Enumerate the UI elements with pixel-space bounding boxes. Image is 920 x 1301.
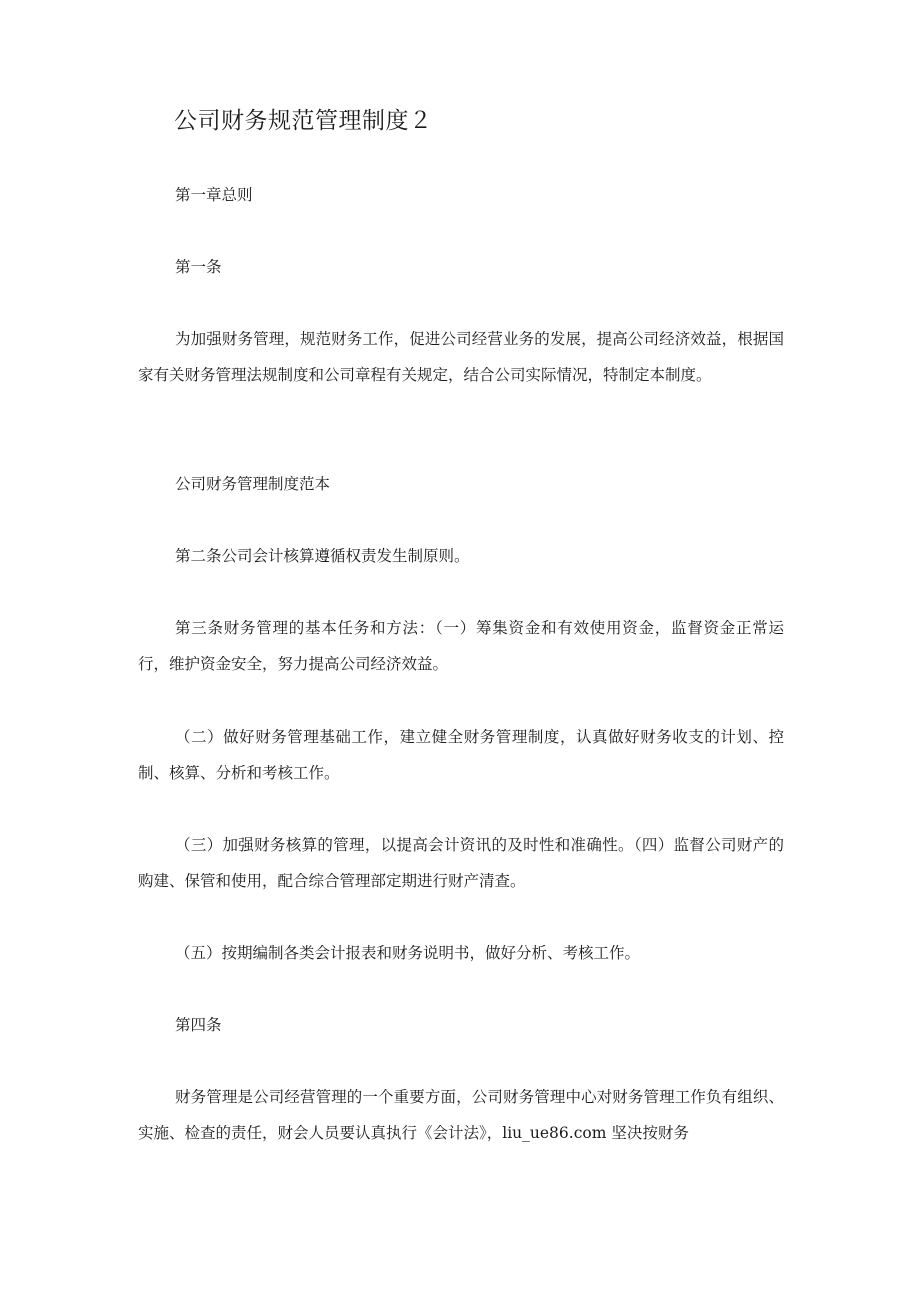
article-2: 第二条公司会计核算遵循权责发生制原则。	[175, 547, 470, 565]
article-4-heading: 第四条	[175, 1016, 222, 1034]
article-4-body: 财务管理是公司经营管理的一个重要方面，公司财务管理中心对财务管理工作负有组织、实施、检查的责任，财会人员要认真执行《会计法》，liu_ue86.com 坚决按财务	[138, 1088, 784, 1142]
article-1-heading: 第一条	[175, 258, 222, 276]
article-3-item-3-4: （三）加强财务核算的管理，以提高会计资讯的及时性和准确性。（四）监督公司财产的购建、保管和使用，配合综合管理部定期进行财产清查。	[138, 836, 784, 890]
section-heading: 公司财务管理制度范本	[175, 475, 331, 493]
article-3-item-2: （二）做好财务管理基础工作，建立健全财务管理制度，认真做好财务收支的计划、控制、核算、分析和考核工作。	[138, 728, 784, 782]
article-3-item-5: （五）按期编制各类会计报表和财务说明书，做好分析、考核工作。	[175, 944, 641, 962]
article-1-body: 为加强财务管理，规范财务工作，促进公司经营业务的发展，提高公司经济效益，根据国家有关财务管理法规制度和公司章程有关规定，结合公司实际情况，特制定本制度。	[138, 330, 784, 384]
document-title: 公司财务规范管理制度２	[174, 108, 433, 134]
chapter-heading: 第一章总则	[175, 186, 253, 204]
article-3: 第三条财务管理的基本任务和方法：（一）筹集资金和有效使用资金，监督资金正常运行，维护资金安全，努力提高公司经济效益。	[138, 619, 784, 673]
